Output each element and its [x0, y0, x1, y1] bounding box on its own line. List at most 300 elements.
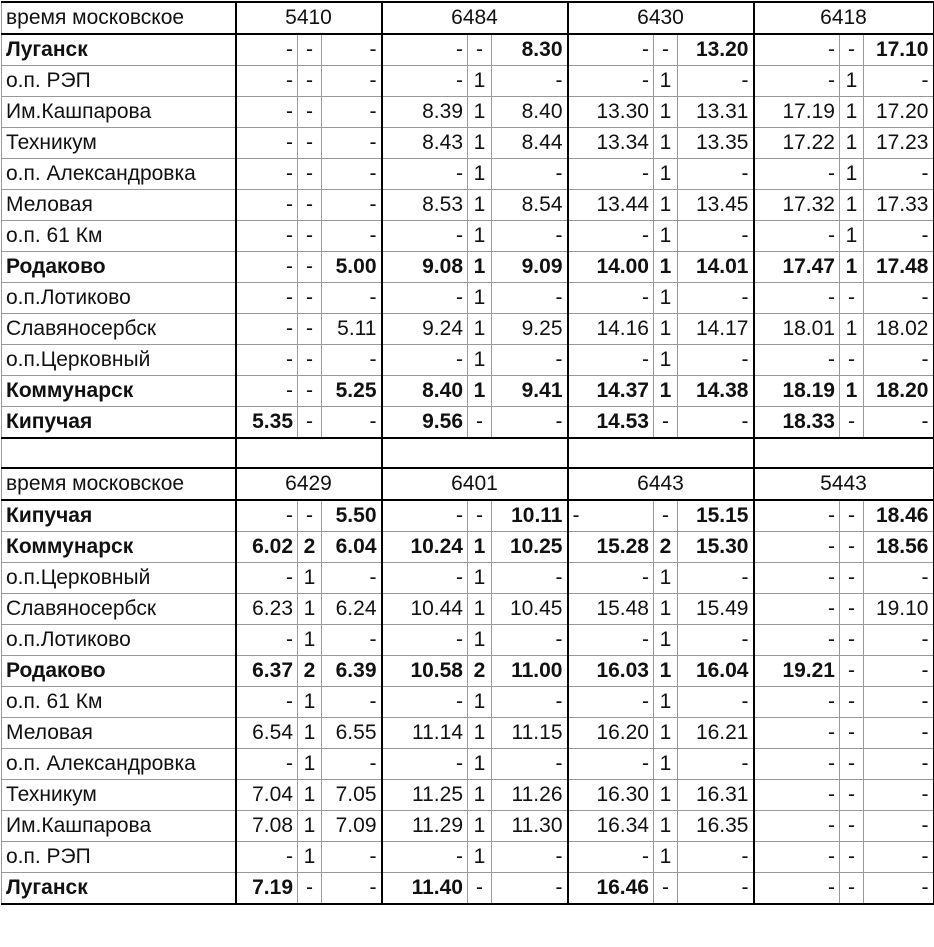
time-cell: 8.39: [382, 97, 468, 128]
time-cell: 1: [840, 97, 864, 128]
time-cell: -: [298, 34, 322, 66]
time-cell: -: [322, 34, 382, 66]
station-name: Техникум: [2, 780, 236, 811]
time-cell: 1: [468, 780, 492, 811]
time-cell: -: [864, 221, 934, 252]
time-cell: 1: [654, 842, 678, 873]
time-cell: -: [568, 625, 654, 656]
time-cell: -: [840, 407, 864, 439]
time-cell: 7.05: [322, 780, 382, 811]
time-cell: -: [654, 34, 678, 66]
table-row: [2, 500, 934, 532]
time-cell: -: [236, 97, 298, 128]
time-cell: 1: [654, 314, 678, 345]
time-cell: -: [492, 873, 568, 905]
time-cell: -: [840, 625, 864, 656]
time-cell: 17.33: [864, 190, 934, 221]
time-cell: 15.30: [678, 532, 754, 563]
time-cell: -: [322, 625, 382, 656]
time-cell: 8.43: [382, 128, 468, 159]
time-cell: -: [236, 345, 298, 376]
time-cell: -: [492, 687, 568, 718]
time-cell: -: [298, 221, 322, 252]
time-cell: 17.19: [754, 97, 840, 128]
time-cell: -: [298, 190, 322, 221]
table-row: [2, 66, 934, 97]
time-cell: 16.21: [678, 718, 754, 749]
time-cell: 8.30: [492, 34, 568, 66]
time-cell: 10.44: [382, 594, 468, 625]
table-row: [2, 314, 934, 345]
time-cell: 5.35: [236, 407, 298, 439]
time-cell: -: [492, 221, 568, 252]
time-cell: 1: [654, 128, 678, 159]
time-cell: -: [840, 749, 864, 780]
time-cell: 1: [654, 811, 678, 842]
time-cell: -: [236, 34, 298, 66]
separator-cell: [754, 438, 934, 468]
time-cell: -: [492, 407, 568, 439]
time-cell: 15.28: [568, 532, 654, 563]
time-cell: 1: [840, 159, 864, 190]
time-cell: 14.38: [678, 376, 754, 407]
time-cell: 1: [468, 345, 492, 376]
time-cell: 1: [468, 314, 492, 345]
table-row: [2, 345, 934, 376]
time-cell: -: [678, 159, 754, 190]
time-cell: -: [568, 500, 654, 532]
time-cell: 1: [468, 749, 492, 780]
time-cell: -: [468, 407, 492, 439]
time-cell: 1: [654, 159, 678, 190]
time-cell: -: [840, 718, 864, 749]
table-row: [2, 780, 934, 811]
table-row: [2, 376, 934, 407]
table-row: [2, 190, 934, 221]
time-cell: -: [568, 66, 654, 97]
station-name: о.п.Лотиково: [2, 625, 236, 656]
time-cell: -: [236, 376, 298, 407]
time-cell: -: [864, 842, 934, 873]
time-cell: 14.17: [678, 314, 754, 345]
time-cell: 17.10: [864, 34, 934, 66]
time-cell: 1: [840, 376, 864, 407]
time-cell: 7.09: [322, 811, 382, 842]
timetable-body: [2, 2, 934, 904]
time-cell: -: [492, 749, 568, 780]
train-number: 6443: [568, 468, 754, 500]
time-cell: -: [298, 376, 322, 407]
time-cell: 1: [654, 656, 678, 687]
time-cell: 18.33: [754, 407, 840, 439]
table-row: [2, 221, 934, 252]
table-row: [2, 625, 934, 656]
time-cell: 1: [840, 221, 864, 252]
time-cell: 1: [654, 687, 678, 718]
time-cell: 14.16: [568, 314, 654, 345]
time-cell: -: [236, 842, 298, 873]
time-cell: 6.37: [236, 656, 298, 687]
table-row: [2, 407, 934, 439]
time-cell: 1: [654, 252, 678, 283]
station-name: о.п. Александровка: [2, 159, 236, 190]
time-cell: 1: [298, 718, 322, 749]
time-cell: 1: [468, 842, 492, 873]
time-cell: 18.02: [864, 314, 934, 345]
block2-header-row: [2, 468, 934, 500]
table-row: [2, 532, 934, 563]
station-name: о.п. РЭП: [2, 842, 236, 873]
time-cell: -: [236, 252, 298, 283]
time-cell: 10.11: [492, 500, 568, 532]
time-cell: -: [840, 656, 864, 687]
time-cell: 18.01: [754, 314, 840, 345]
time-cell: 2: [654, 532, 678, 563]
time-cell: 13.20: [678, 34, 754, 66]
station-name: Меловая: [2, 718, 236, 749]
time-cell: 1: [468, 594, 492, 625]
time-cell: 1: [468, 376, 492, 407]
time-cell: 8.53: [382, 190, 468, 221]
time-cell: -: [754, 625, 840, 656]
time-cell: 11.29: [382, 811, 468, 842]
time-cell: 10.58: [382, 656, 468, 687]
time-cell: 1: [468, 811, 492, 842]
time-cell: 2: [468, 656, 492, 687]
time-cell: -: [840, 842, 864, 873]
time-cell: -: [322, 407, 382, 439]
time-cell: 9.41: [492, 376, 568, 407]
time-cell: -: [678, 749, 754, 780]
time-cell: 1: [468, 128, 492, 159]
time-cell: -: [754, 873, 840, 905]
time-cell: -: [754, 34, 840, 66]
table-row: [2, 283, 934, 314]
time-cell: 11.14: [382, 718, 468, 749]
time-cell: -: [322, 563, 382, 594]
time-cell: 1: [468, 159, 492, 190]
time-cell: 8.44: [492, 128, 568, 159]
time-cell: -: [298, 128, 322, 159]
time-cell: -: [298, 283, 322, 314]
time-cell: 1: [840, 252, 864, 283]
time-cell: 7.04: [236, 780, 298, 811]
station-name: Коммунарск: [2, 532, 236, 563]
time-cell: 13.35: [678, 128, 754, 159]
time-cell: 1: [654, 283, 678, 314]
time-cell: 11.30: [492, 811, 568, 842]
time-cell: 1: [840, 314, 864, 345]
time-cell: -: [754, 842, 840, 873]
time-cell: 15.49: [678, 594, 754, 625]
time-cell: 1: [654, 594, 678, 625]
time-cell: 1: [468, 283, 492, 314]
time-cell: -: [754, 283, 840, 314]
train-number: 6418: [754, 2, 934, 34]
time-cell: -: [492, 159, 568, 190]
time-cell: 13.34: [568, 128, 654, 159]
time-cell: -: [322, 66, 382, 97]
time-cell: -: [568, 34, 654, 66]
time-cell: 1: [654, 718, 678, 749]
time-cell: 1: [468, 66, 492, 97]
time-cell: 1: [468, 221, 492, 252]
time-cell: -: [322, 842, 382, 873]
time-cell: -: [298, 407, 322, 439]
time-cell: 1: [298, 842, 322, 873]
time-cell: 16.31: [678, 780, 754, 811]
station-name: о.п. 61 Км: [2, 687, 236, 718]
time-cell: -: [678, 563, 754, 594]
train-number: 6401: [382, 468, 568, 500]
time-cell: -: [382, 66, 468, 97]
train-number: 6429: [236, 468, 382, 500]
table-row: [2, 749, 934, 780]
time-cell: -: [864, 873, 934, 905]
time-cell: 1: [298, 687, 322, 718]
time-cell: 16.30: [568, 780, 654, 811]
time-cell: -: [864, 811, 934, 842]
time-cell: -: [864, 625, 934, 656]
time-cell: -: [236, 221, 298, 252]
time-cell: -: [678, 687, 754, 718]
time-cell: -: [322, 687, 382, 718]
time-cell: 9.08: [382, 252, 468, 283]
time-cell: 6.04: [322, 532, 382, 563]
time-cell: -: [492, 625, 568, 656]
time-cell: -: [236, 190, 298, 221]
time-cell: 9.09: [492, 252, 568, 283]
time-cell: -: [568, 842, 654, 873]
time-cell: -: [864, 780, 934, 811]
train-number: 6430: [568, 2, 754, 34]
time-cell: -: [236, 563, 298, 594]
time-cell: -: [382, 687, 468, 718]
time-cell: -: [754, 563, 840, 594]
time-cell: 18.56: [864, 532, 934, 563]
time-cell: 10.25: [492, 532, 568, 563]
table-row: [2, 873, 934, 905]
table-row: [2, 687, 934, 718]
time-cell: 1: [654, 190, 678, 221]
time-cell: -: [864, 407, 934, 439]
time-cell: 13.45: [678, 190, 754, 221]
time-cell: 5.50: [322, 500, 382, 532]
time-cell: 13.31: [678, 97, 754, 128]
station-name: Славяносербск: [2, 594, 236, 625]
time-cell: -: [298, 66, 322, 97]
time-cell: -: [568, 221, 654, 252]
time-cell: 1: [298, 811, 322, 842]
time-cell: -: [840, 563, 864, 594]
time-cell: -: [864, 159, 934, 190]
time-cell: 1: [654, 625, 678, 656]
time-cell: -: [754, 221, 840, 252]
station-name: Луганск: [2, 34, 236, 66]
time-cell: 17.22: [754, 128, 840, 159]
time-cell: 11.25: [382, 780, 468, 811]
time-cell: -: [236, 500, 298, 532]
time-cell: 6.23: [236, 594, 298, 625]
train-number: 6484: [382, 2, 568, 34]
time-cell: -: [298, 97, 322, 128]
time-cell: -: [864, 283, 934, 314]
station-name: Меловая: [2, 190, 236, 221]
station-name: Техникум: [2, 128, 236, 159]
station-name: о.п.Церковный: [2, 345, 236, 376]
time-cell: 1: [468, 718, 492, 749]
time-cell: 6.54: [236, 718, 298, 749]
table-row: [2, 718, 934, 749]
time-cell: 11.26: [492, 780, 568, 811]
time-cell: 9.25: [492, 314, 568, 345]
time-cell: 1: [468, 625, 492, 656]
station-name: о.п. 61 Км: [2, 221, 236, 252]
time-cell: 1: [468, 563, 492, 594]
time-cell: -: [678, 625, 754, 656]
time-cell: -: [840, 532, 864, 563]
time-cell: -: [654, 407, 678, 439]
time-cell: -: [754, 780, 840, 811]
time-cell: 2: [298, 532, 322, 563]
time-cell: -: [678, 221, 754, 252]
time-cell: -: [322, 97, 382, 128]
table-row: [2, 594, 934, 625]
time-cell: -: [382, 842, 468, 873]
time-cell: 16.03: [568, 656, 654, 687]
time-cell: -: [678, 842, 754, 873]
time-cell: -: [754, 500, 840, 532]
time-cell: 19.21: [754, 656, 840, 687]
time-cell: 8.54: [492, 190, 568, 221]
time-cell: -: [678, 66, 754, 97]
time-cell: 14.01: [678, 252, 754, 283]
time-cell: -: [492, 345, 568, 376]
separator-cell: [568, 438, 754, 468]
time-cell: 16.46: [568, 873, 654, 905]
time-cell: -: [382, 221, 468, 252]
time-cell: -: [654, 500, 678, 532]
time-cell: 1: [654, 780, 678, 811]
time-cell: -: [568, 687, 654, 718]
time-cell: 6.02: [236, 532, 298, 563]
time-cell: 14.53: [568, 407, 654, 439]
time-cell: -: [382, 625, 468, 656]
station-name: Славяносербск: [2, 314, 236, 345]
time-cell: 1: [654, 221, 678, 252]
station-name: о.п.Церковный: [2, 563, 236, 594]
time-cell: -: [754, 66, 840, 97]
table-row: [2, 842, 934, 873]
time-cell: -: [322, 749, 382, 780]
time-cell: -: [298, 500, 322, 532]
time-cell: 10.45: [492, 594, 568, 625]
time-cell: -: [382, 345, 468, 376]
block-separator: [2, 438, 934, 468]
time-cell: 6.55: [322, 718, 382, 749]
time-cell: -: [298, 873, 322, 905]
time-cell: 8.40: [382, 376, 468, 407]
time-cell: 1: [298, 625, 322, 656]
time-cell: -: [678, 873, 754, 905]
time-cell: -: [840, 345, 864, 376]
time-cell: -: [322, 345, 382, 376]
station-name: Родаково: [2, 656, 236, 687]
time-cell: -: [322, 221, 382, 252]
time-cell: -: [840, 873, 864, 905]
time-cell: -: [864, 656, 934, 687]
time-cell: -: [754, 594, 840, 625]
separator-cell: [382, 438, 568, 468]
timetable: [1, 1, 934, 905]
time-cell: -: [654, 873, 678, 905]
time-cell: -: [568, 159, 654, 190]
station-name: о.п. РЭП: [2, 66, 236, 97]
time-cell: -: [382, 283, 468, 314]
time-cell: -: [382, 500, 468, 532]
time-cell: 1: [654, 563, 678, 594]
time-cell: 18.20: [864, 376, 934, 407]
time-cell: 16.35: [678, 811, 754, 842]
time-cell: -: [840, 500, 864, 532]
train-number: 5410: [236, 2, 382, 34]
time-cell: -: [754, 718, 840, 749]
time-cell: 1: [298, 780, 322, 811]
time-cell: -: [840, 780, 864, 811]
time-cell: 16.20: [568, 718, 654, 749]
time-cell: 6.39: [322, 656, 382, 687]
station-name: Коммунарск: [2, 376, 236, 407]
time-cell: 19.10: [864, 594, 934, 625]
time-cell: 1: [298, 749, 322, 780]
time-cell: 1: [654, 749, 678, 780]
block1-header-row: [2, 2, 934, 34]
time-cell: -: [492, 283, 568, 314]
time-cell: 1: [298, 594, 322, 625]
table-row: [2, 563, 934, 594]
time-cell: 1: [654, 376, 678, 407]
time-cell: -: [298, 314, 322, 345]
time-cell: 1: [654, 345, 678, 376]
time-cell: -: [468, 500, 492, 532]
time-cell: 13.30: [568, 97, 654, 128]
time-cell: -: [236, 128, 298, 159]
time-cell: 15.15: [678, 500, 754, 532]
time-cell: -: [236, 687, 298, 718]
time-cell: -: [568, 283, 654, 314]
time-cell: 6.24: [322, 594, 382, 625]
time-cell: -: [840, 283, 864, 314]
time-cell: -: [382, 749, 468, 780]
time-cell: -: [236, 625, 298, 656]
time-cell: -: [322, 128, 382, 159]
time-cell: -: [864, 345, 934, 376]
table-row: [2, 128, 934, 159]
time-cell: -: [568, 563, 654, 594]
time-cell: 1: [840, 128, 864, 159]
time-cell: -: [236, 66, 298, 97]
time-zone-label: время московское: [2, 468, 236, 500]
time-cell: -: [754, 749, 840, 780]
separator-cell: [2, 438, 236, 468]
time-cell: 16.04: [678, 656, 754, 687]
time-cell: 17.23: [864, 128, 934, 159]
time-cell: 11.15: [492, 718, 568, 749]
time-cell: -: [754, 345, 840, 376]
station-name: о.п. Александровка: [2, 749, 236, 780]
time-cell: -: [468, 873, 492, 905]
table-row: [2, 97, 934, 128]
